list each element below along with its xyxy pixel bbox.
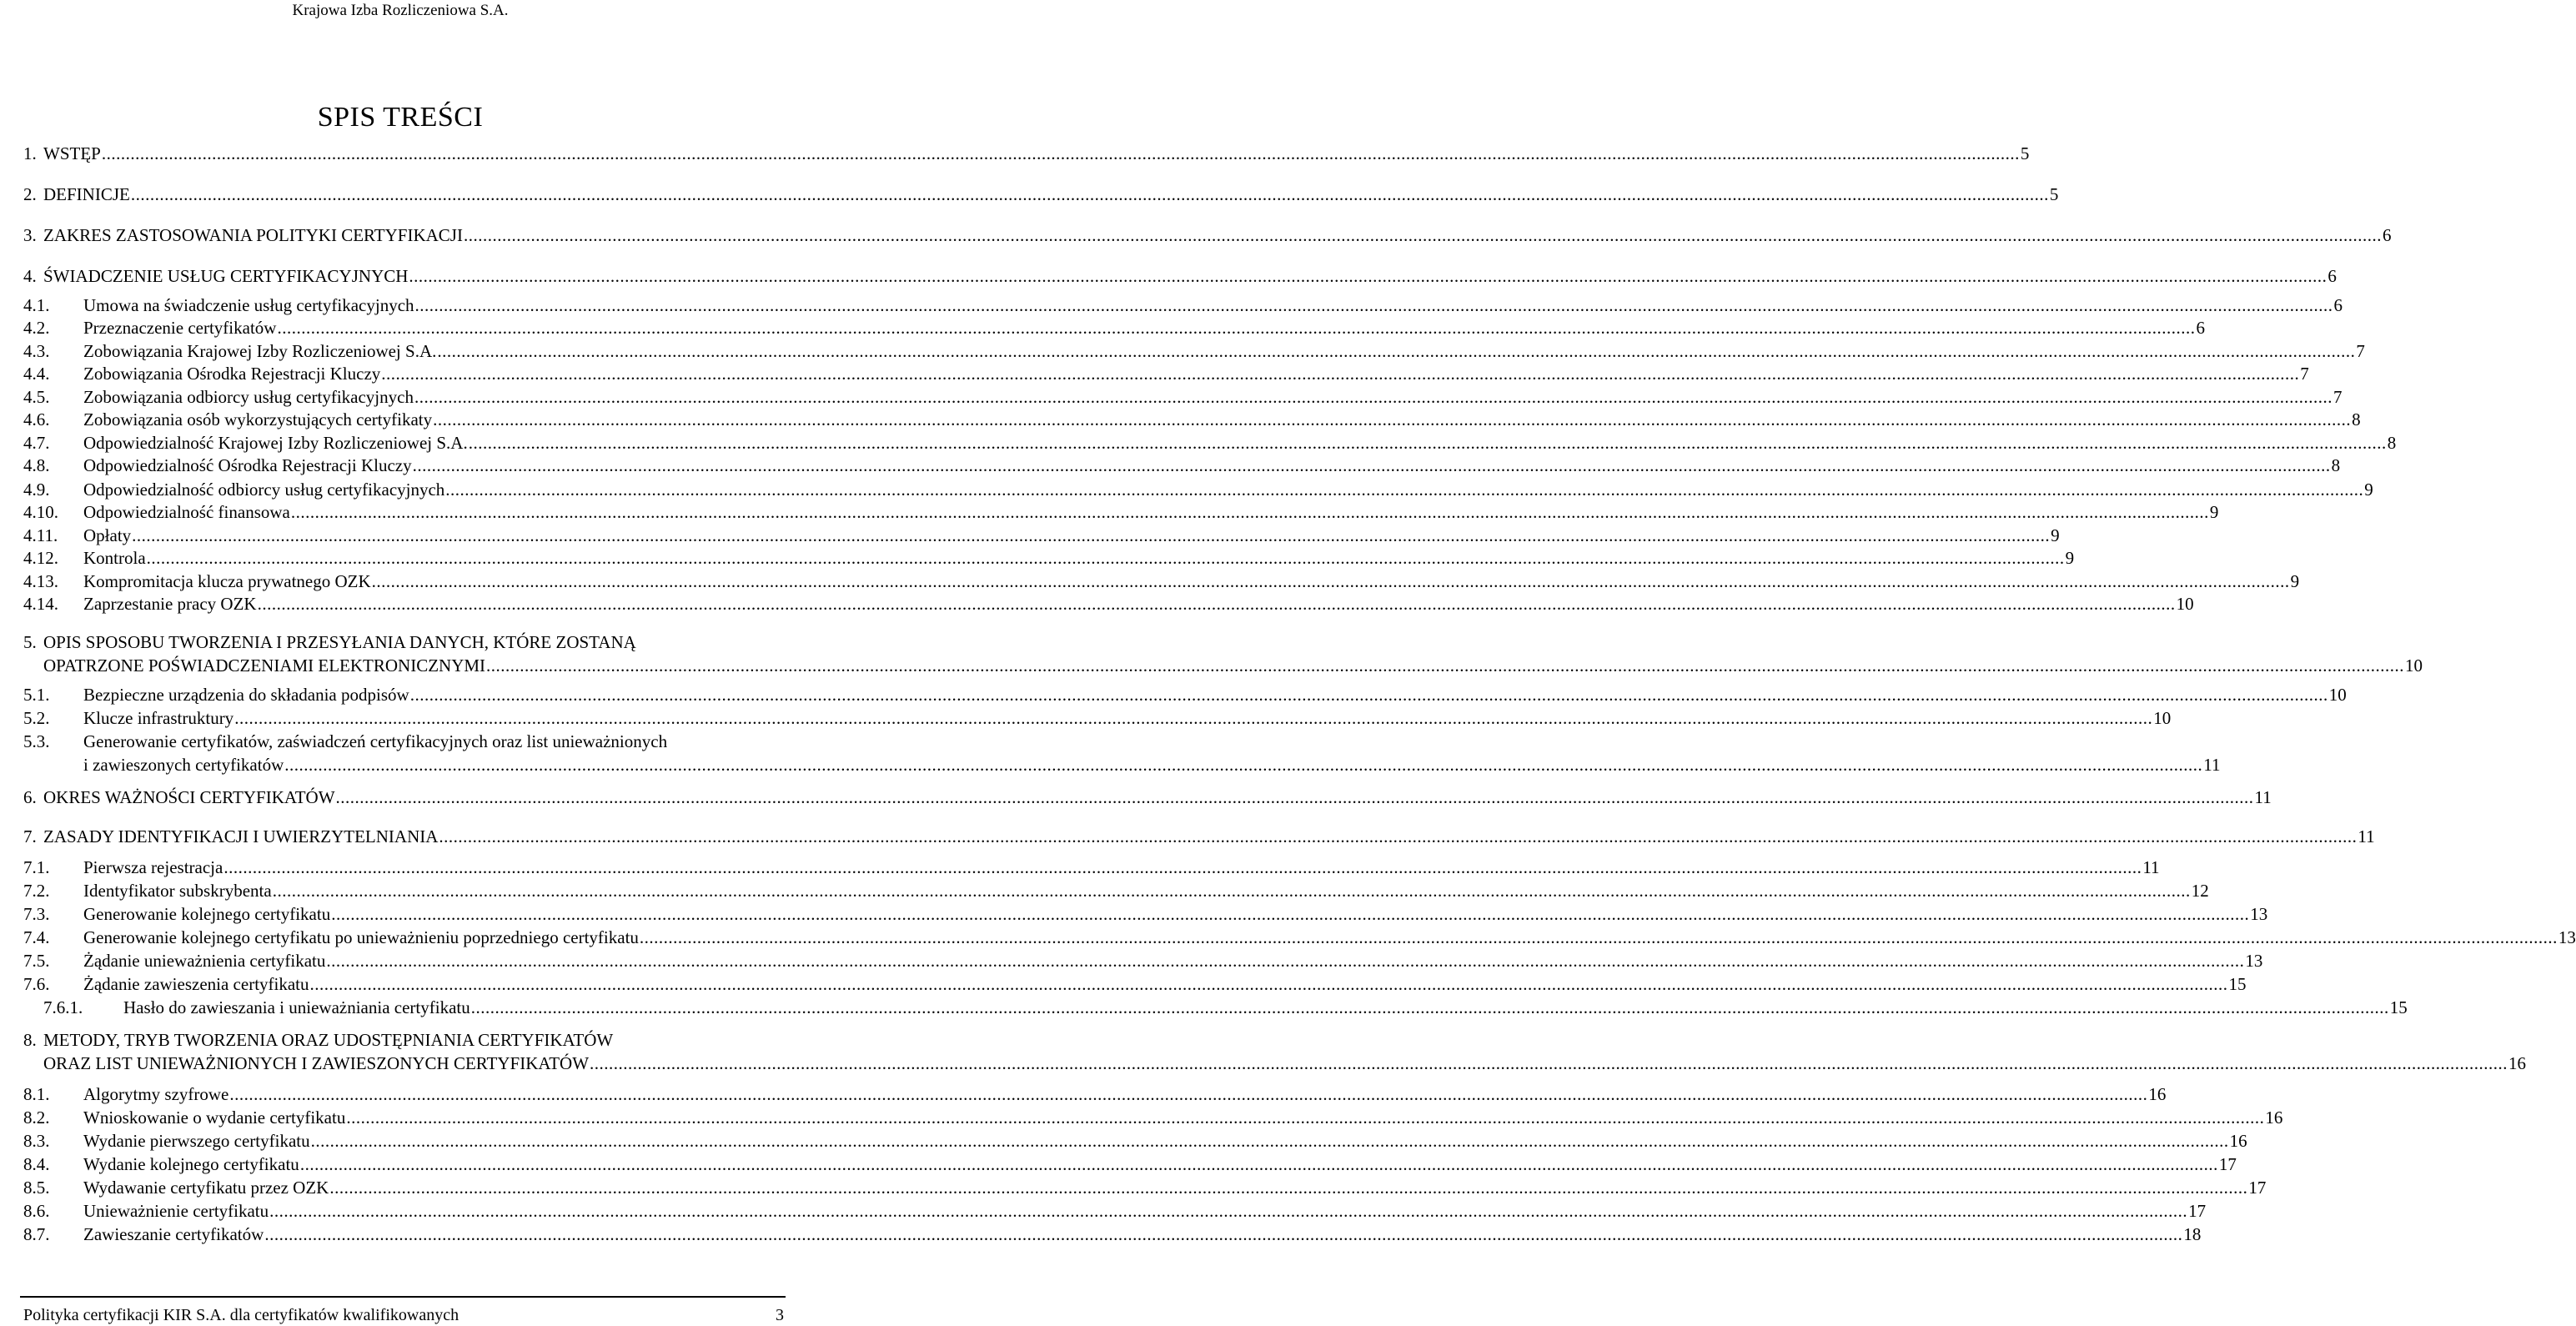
toc-entry-title: Odpowiedzialność Ośrodka Rejestracji Kluczy [83,455,412,475]
dot-leader: ................................................................................................................................................................................................................................................................................................................................................................................................................ [257,594,2176,614]
toc-entry-page: 6 [2327,266,2337,286]
toc-entry-title: Wnioskowanie o wydanie certyfikatu [83,1108,346,1128]
toc-entry-title: Kontrola [83,548,146,568]
toc-entry-title-continued: OPATRZONE POŚWIADCZENIAMI ELEKTRONICZNYMI [43,655,486,676]
toc-entry-number: 5.3. [23,731,50,751]
toc-entry-title: METODY, TRYB TWORZENIA ORAZ UDOSTĘPNIANIA CERTYFIKATÓW [43,1030,614,1050]
dot-leader: ................................................................................................................................................................................................................................................................................................................................................................................................................ [130,184,2049,204]
toc-entry-title: DEFINICJE [43,184,130,204]
dot-leader: ................................................................................................................................................................................................................................................................................................................................................................................................................ [470,997,2389,1017]
toc-entry-number: 4.6. [23,409,50,429]
toc-entry-number: 7.2. [23,881,50,901]
toc-entry-number: 1. [23,143,37,163]
toc-entry-number: 4.12. [23,548,58,568]
toc-entry-title: Zaprzestanie pracy OZK [83,594,257,614]
toc-entry-page: 13 [2245,951,2263,971]
toc-entry-number: 5. [23,632,37,652]
toc-entry-title: Klucze infrastruktury [83,708,234,728]
toc-entry-page: 7 [2356,341,2365,361]
dot-leader: ................................................................................................................................................................................................................................................................................................................................................................................................................ [331,904,2250,924]
dot-leader: ................................................................................................................................................................................................................................................................................................................................................................................................................ [229,1084,2148,1104]
dot-leader: ................................................................................................................................................................................................................................................................................................................................................................................................................ [463,225,2382,245]
toc-entry-title: Generowanie kolejnego certyfikatu po unieważnieniu poprzedniego certyfikatu [83,927,639,947]
dot-leader: ................................................................................................................................................................................................................................................................................................................................................................................................................ [409,685,2328,705]
toc-entry-number: 8.7. [23,1224,50,1244]
dot-leader: ................................................................................................................................................................................................................................................................................................................................................................................................................ [439,826,2358,846]
dot-leader: ................................................................................................................................................................................................................................................................................................................................................................................................................ [412,455,2331,475]
toc-entry-number: 4.10. [23,502,58,522]
dot-leader: ................................................................................................................................................................................................................................................................................................................................................................................................................ [284,755,2203,775]
toc-entry-page: 5 [2049,184,2059,204]
toc-entry-number: 7.6. [23,974,50,994]
toc-entry-page: 10 [2405,655,2423,676]
footer-divider [20,1296,786,1298]
toc-entry-number: 4.8. [23,455,50,475]
dot-leader: ................................................................................................................................................................................................................................................................................................................................................................................................................ [414,295,2333,315]
toc-entry-title: Wydawanie certyfikatu przez OZK [83,1178,329,1198]
toc-entry-title: Bezpieczne urządzenia do składania podpisów [83,685,409,705]
toc-entry-title-continued: i zawieszonych certyfikatów [83,755,284,775]
toc-entry-number: 5.1. [23,685,50,705]
toc-entry-title-continued: ORAZ LIST UNIEWAŻNIONYCH I ZAWIESZONYCH CERTYFIKATÓW [43,1053,590,1073]
toc-entry-page: 7 [2300,364,2309,384]
dot-leader: ................................................................................................................................................................................................................................................................................................................................................................................................................ [272,881,2191,901]
page-number: 3 [776,1306,784,1324]
toc-entry-page: 17 [2248,1178,2267,1198]
toc-entry-title: ZASADY IDENTYFIKACJI I UWIERZYTELNIANIA [43,826,439,846]
toc-entry-title: Algorytmy szyfrowe [83,1084,229,1104]
toc-entry-title: Odpowiedzialność Krajowej Izby Rozliczeniowej S.A. [83,433,468,453]
toc-entry-title: Zobowiązania odbiorcy usług certyfikacyjnych [83,387,414,407]
toc-entry-number: 7.1. [23,857,50,877]
dot-leader: ................................................................................................................................................................................................................................................................................................................................................................................................................ [445,480,2364,500]
toc-entry-number: 8. [23,1030,37,1050]
dot-leader: ................................................................................................................................................................................................................................................................................................................................................................................................................ [309,974,2228,994]
toc-entry-number: 4. [23,266,37,286]
toc-entry-number: 6. [23,787,37,807]
toc-entry-page: 16 [2148,1084,2167,1104]
toc-entry-title: WSTĘP [43,143,101,163]
toc-entry-page: 9 [2364,480,2373,500]
toc-entry-title: Wydanie pierwszego certyfikatu [83,1131,310,1151]
toc-entry-number: 5.2. [23,708,50,728]
toc-entry-page: 10 [2328,685,2347,705]
toc-entry-page: 6 [2382,225,2392,245]
toc-entry-number: 4.2. [23,318,50,338]
toc-entry-title: Odpowiedzialność finansowa [83,502,290,522]
toc-entry-title: OKRES WAŻNOŚCI CERTYFIKATÓW [43,787,335,807]
toc-entry-number: 8.5. [23,1178,50,1198]
dot-leader: ................................................................................................................................................................................................................................................................................................................................................................................................................ [299,1154,2218,1174]
toc-entry-number: 4.11. [23,525,58,545]
toc-entry-title: Kompromitacja klucza prywatnego OZK [83,571,371,591]
page-footer [23,1306,784,1325]
dot-leader: ................................................................................................................................................................................................................................................................................................................................................................................................................ [329,1178,2248,1198]
toc-entry-title: Umowa na świadczenie usług certyfikacyjnych [83,295,414,315]
toc-entry-page: 11 [2358,826,2375,846]
toc-entry-number: 4.9. [23,480,50,500]
toc-entry-page: 9 [2290,571,2300,591]
toc-entry-number: 7.5. [23,951,50,971]
toc-entry-number: 4.13. [23,571,58,591]
toc-entry-number: 8.4. [23,1154,50,1174]
toc-entry-title: Żądanie unieważnienia certyfikatu [83,951,326,971]
toc-entry-page: 9 [2065,548,2075,568]
toc-entry-page: 17 [2218,1154,2237,1174]
dot-leader: ................................................................................................................................................................................................................................................................................................................................................................................................................ [234,708,2153,728]
toc-entry-page: 15 [2228,974,2247,994]
dot-leader: ................................................................................................................................................................................................................................................................................................................................................................................................................ [371,571,2290,591]
dot-leader: ................................................................................................................................................................................................................................................................................................................................................................................................................ [335,787,2254,807]
dot-leader: ................................................................................................................................................................................................................................................................................................................................................................................................................ [433,409,2352,429]
toc-entry-number: 4.1. [23,295,50,315]
toc-entry-number: 4.4. [23,364,50,384]
toc-entry-number: 8.6. [23,1201,50,1221]
toc-entry-page: 10 [2153,708,2172,728]
toc-entry-page: 11 [2203,755,2221,775]
toc-entry-page: 9 [2051,525,2060,545]
dot-leader: ................................................................................................................................................................................................................................................................................................................................................................................................................ [468,433,2387,453]
dot-leader: ................................................................................................................................................................................................................................................................................................................................................................................................................ [590,1053,2508,1073]
toc-entry-title: Zobowiązania osób wykorzystujących certyfikaty [83,409,433,429]
toc-entry-title: ŚWIADCZENIE USŁUG CERTYFIKACYJNYCH [43,266,409,286]
toc-entry-page: 12 [2191,881,2209,901]
toc-entry-page: 8 [2387,433,2397,453]
toc-entry-number: 7.6.1. [43,997,83,1017]
dot-leader: ................................................................................................................................................................................................................................................................................................................................................................................................................ [277,318,2196,338]
dot-leader: ................................................................................................................................................................................................................................................................................................................................................................................................................ [381,364,2300,384]
dot-leader: ................................................................................................................................................................................................................................................................................................................................................................................................................ [346,1108,2265,1128]
toc-entry-title: Żądanie zawieszenia certyfikatu [83,974,309,994]
toc-entry-title: OPIS SPOSOBU TWORZENIA I PRZESYŁANIA DANYCH, KTÓRE ZOSTANĄ [43,632,636,652]
toc-entry-number: 7.3. [23,904,50,924]
toc-entry-title: Identyfikator subskrybenta [83,881,272,901]
toc-entry-number: 8.1. [23,1084,50,1104]
dot-leader: ................................................................................................................................................................................................................................................................................................................................................................................................................ [437,341,2356,361]
toc-entry-title: Przeznaczenie certyfikatów [83,318,277,338]
toc-entry-page: 18 [2183,1224,2202,1244]
toc-entry-number: 4.3. [23,341,50,361]
toc-entry-page: 5 [2020,143,2030,163]
dot-leader: ................................................................................................................................................................................................................................................................................................................................................................................................................ [132,525,2051,545]
toc-entry-page: 11 [2142,857,2160,877]
dot-leader: ................................................................................................................................................................................................................................................................................................................................................................................................................ [223,857,2142,877]
dot-leader: ................................................................................................................................................................................................................................................................................................................................................................................................................ [101,143,2020,163]
toc-entry-title: Pierwsza rejestracja [83,857,223,877]
toc-entry-number: 7. [23,826,37,846]
toc-entry-page: 8 [2331,455,2341,475]
toc-entry-title: Zobowiązania Ośrodka Rejestracji Kluczy [83,364,381,384]
toc-entry-page: 7 [2332,387,2343,407]
toc-entry-number: 3. [23,225,37,245]
toc-entry-page: 16 [2508,1053,2527,1073]
toc-entry-page: 17 [2188,1201,2207,1221]
dot-leader: ................................................................................................................................................................................................................................................................................................................................................................................................................ [264,1224,2183,1244]
toc-entry-number: 4.14. [23,594,58,614]
toc-entry-number: 4.7. [23,433,50,453]
toc-entry-title: Unieważnienie certyfikatu [83,1201,269,1221]
toc-entry-number: 8.2. [23,1108,50,1128]
toc-entry-number: 8.3. [23,1131,50,1151]
toc-entry-number: 2. [23,184,37,204]
toc-entry-page: 10 [2176,594,2194,614]
toc-entry-page: 11 [2254,787,2272,807]
toc-entry-title: Zobowiązania Krajowej Izby Rozliczeniowej S.A. [83,341,437,361]
toc-entry-title: Zawieszanie certyfikatów [83,1224,264,1244]
toc-entry-page: 6 [2333,295,2343,315]
dot-leader: ................................................................................................................................................................................................................................................................................................................................................................................................................ [414,387,2332,407]
toc-entry-page: 13 [2250,904,2268,924]
dot-leader: ................................................................................................................................................................................................................................................................................................................................................................................................................ [146,548,2065,568]
toc-entry-number: 7.4. [23,927,50,947]
toc-entry-page: 9 [2209,502,2219,522]
toc-entry-page: 13 [2558,927,2576,947]
toc-entry-title: Generowanie kolejnego certyfikatu [83,904,331,924]
running-header: Krajowa Izba Rozliczeniowa S.A. [292,2,509,19]
toc-entry-title: ZAKRES ZASTOSOWANIA POLITYKI CERTYFIKACJI [43,225,463,245]
toc-entry-title: Odpowiedzialność odbiorcy usług certyfikacyjnych [83,480,445,500]
page-title: SPIS TREŚCI [317,102,484,133]
toc-entry-page: 16 [2229,1131,2247,1151]
dot-leader: ................................................................................................................................................................................................................................................................................................................................................................................................................ [310,1131,2229,1151]
dot-leader: ................................................................................................................................................................................................................................................................................................................................................................................................................ [409,266,2327,286]
toc-entry-title: Opłaty [83,525,132,545]
toc-entry-page: 15 [2389,997,2408,1017]
toc-entry-page: 8 [2352,409,2361,429]
toc-entry-title: Hasło do zawieszania i unieważniania certyfikatu [123,997,470,1017]
dot-leader: ................................................................................................................................................................................................................................................................................................................................................................................................................ [269,1201,2188,1221]
toc-entry-title: Generowanie certyfikatów, zaświadczeń certyfikacyjnych oraz list unieważnionych [83,731,668,751]
toc-entry-title: Wydanie kolejnego certyfikatu [83,1154,299,1174]
toc-entry-page: 6 [2196,318,2205,338]
footer-title: Polityka certyfikacji KIR S.A. dla certyfikatów kwalifikowanych [23,1306,459,1324]
dot-leader: ................................................................................................................................................................................................................................................................................................................................................................................................................ [290,502,2209,522]
dot-leader: ................................................................................................................................................................................................................................................................................................................................................................................................................ [486,655,2405,676]
dot-leader: ................................................................................................................................................................................................................................................................................................................................................................................................................ [639,927,2558,947]
toc-entry-page: 16 [2265,1108,2283,1128]
dot-leader: ................................................................................................................................................................................................................................................................................................................................................................................................................ [326,951,2245,971]
toc-entry-number: 4.5. [23,387,50,407]
